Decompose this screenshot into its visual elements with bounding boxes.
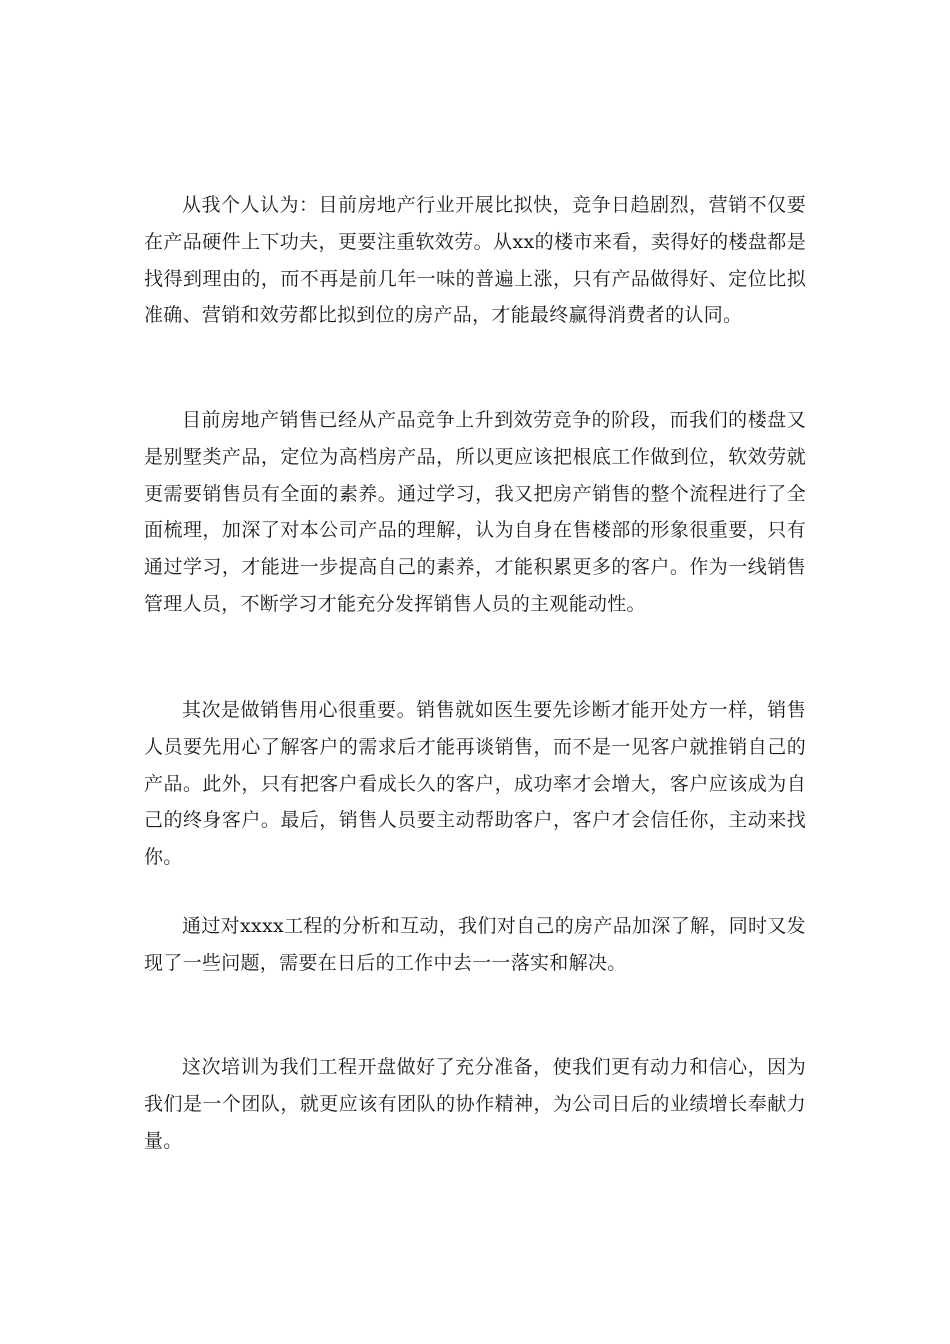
paragraph-4: 通过对xxxx工程的分析和互动，我们对自己的房产品加深了解，同时又发现了一些问题，需要在日后的工作中去一一落实和解决。 (144, 915, 806, 974)
paragraph-3: 其次是做销售用心很重要。销售就如医生要先诊断才能开处方一样，销售人员要先用心了解客户的需求后才能再谈销售，而不是一见客户就推销自己的产品。此外，只有把客户看成长久的客户，成功率才会增大，客户应该成为自己的终身客户。最后，销售人员要主动帮助客户，客户才会信任你，主动来找你。 (144, 699, 806, 869)
paragraph-1: 从我个人认为：目前房地产行业开展比拟快，竞争日趋剧烈，营销不仅要在产品硬件上下功夫，更要注重软效劳。从xx的楼市来看，卖得好的楼盘都是找得到理由的，而不再是前几年一味的普遍上涨，只有产品做得好、定位比拟准确、营销和效劳都比拟到位的房产品，才能最终赢得消费者的认同。 (144, 194, 806, 327)
paragraph-2: 目前房地产销售已经从产品竞争上升到效劳竞争的阶段，而我们的楼盘又是别墅类产品，定位为高档房产品，所以更应该把根底工作做到位，软效劳就更需要销售员有全面的素养。通过学习，我又把房产销售的整个流程进行了全面梳理，加深了对本公司产品的理解，认为自身在售楼部的形象很重要，只有通过学习，才能进一步提高自己的素养，才能积累更多的客户。作为一线销售管理人员，不断学习才能充分发挥销售人员的主观能动性。 (144, 409, 806, 615)
paragraph-5: 这次培训为我们工程开盘做好了充分准备，使我们更有动力和信心，因为我们是一个团队，就更应该有团队的协作精神，为公司日后的业绩增长奉献力量。 (144, 1056, 806, 1152)
